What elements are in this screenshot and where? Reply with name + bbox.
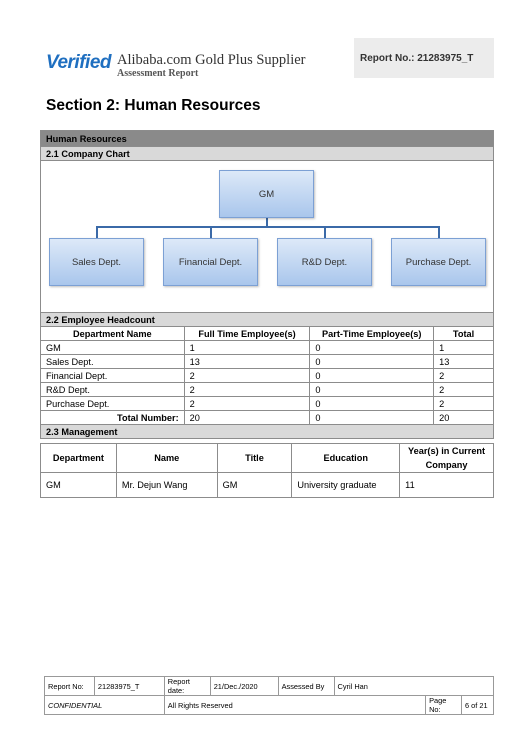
cell: GM (41, 473, 117, 498)
org-box-gm: GM (219, 170, 314, 218)
footer-assessed-by-label: Assessed By (278, 677, 334, 696)
cell: 13 (434, 355, 494, 369)
col-years: Year(s) in Current Company (400, 444, 494, 473)
section-title: Section 2: Human Resources (46, 97, 261, 114)
cell: 2 (184, 397, 310, 411)
col-title: Title (217, 444, 292, 473)
header-subtitle: Assessment Report (117, 68, 199, 79)
cell: Mr. Dejun Wang (116, 473, 217, 498)
footer-table (44, 676, 494, 715)
org-box-sales: Sales Dept. (49, 238, 144, 286)
cell: Sales Dept. (41, 355, 185, 369)
footer-assessed-by: Cyril Han (334, 677, 494, 696)
cell: Financial Dept. (41, 369, 185, 383)
footer-page-number: 6 of 21 (462, 696, 494, 715)
cell: GM (217, 473, 292, 498)
cell: 2 (434, 397, 494, 411)
footer-report-no: 21283975_T (94, 677, 164, 696)
cell: 20 (184, 411, 310, 425)
cell: 20 (434, 411, 494, 425)
total-label: Total Number: (41, 411, 185, 425)
cell: 0 (310, 411, 434, 425)
cell: 11 (400, 473, 494, 498)
org-chart (41, 161, 493, 312)
footer-page-label: Page No: (426, 696, 462, 715)
cell: 0 (310, 383, 434, 397)
cell: 0 (310, 369, 434, 383)
footer-confidential: CONFIDENTIAL (45, 696, 165, 715)
headcount-title: 2.2 Employee Headcount (41, 313, 494, 327)
footer-report-date-label: Report date: (164, 677, 210, 696)
human-resources-table (40, 130, 494, 439)
cell: 13 (184, 355, 310, 369)
management-title: 2.3 Management (41, 425, 494, 439)
org-box-rd: R&D Dept. (277, 238, 372, 286)
table-row (41, 355, 494, 369)
table-row (41, 341, 494, 355)
cell: Purchase Dept. (41, 397, 185, 411)
col-name: Name (116, 444, 217, 473)
verified-logo: Verified (46, 52, 111, 73)
report-number: Report No.: 21283975_T (360, 52, 474, 64)
management-table (40, 443, 494, 498)
total-row (41, 411, 494, 425)
company-chart-title: 2.1 Company Chart (41, 147, 494, 161)
col-total: Total (434, 327, 494, 341)
cell: 2 (434, 369, 494, 383)
header-title: Alibaba.com Gold Plus Supplier (117, 52, 306, 68)
footer-report-date: 21/Dec./2020 (210, 677, 278, 696)
cell: University graduate (292, 473, 400, 498)
col-education: Education (292, 444, 400, 473)
table-row (41, 473, 494, 498)
cell: 0 (310, 341, 434, 355)
col-department-name: Department Name (41, 327, 185, 341)
footer-report-no-label: Report No: (45, 677, 95, 696)
org-box-financial: Financial Dept. (163, 238, 258, 286)
org-box-purchase: Purchase Dept. (391, 238, 486, 286)
footer-rights: All Rights Reserved (164, 696, 425, 715)
table-row (41, 397, 494, 411)
cell: 2 (184, 369, 310, 383)
col-part-time: Part-Time Employee(s) (310, 327, 434, 341)
cell: GM (41, 341, 185, 355)
cell: R&D Dept. (41, 383, 185, 397)
col-department: Department (41, 444, 117, 473)
cell: 0 (310, 355, 434, 369)
cell: 2 (434, 383, 494, 397)
table-row (41, 383, 494, 397)
cell: 1 (184, 341, 310, 355)
cell: 0 (310, 397, 434, 411)
hr-bar-title: Human Resources (41, 131, 494, 147)
report-number-box (354, 38, 494, 78)
col-full-time: Full Time Employee(s) (184, 327, 310, 341)
cell: 2 (184, 383, 310, 397)
table-row (41, 369, 494, 383)
cell: 1 (434, 341, 494, 355)
company-chart (41, 161, 494, 313)
